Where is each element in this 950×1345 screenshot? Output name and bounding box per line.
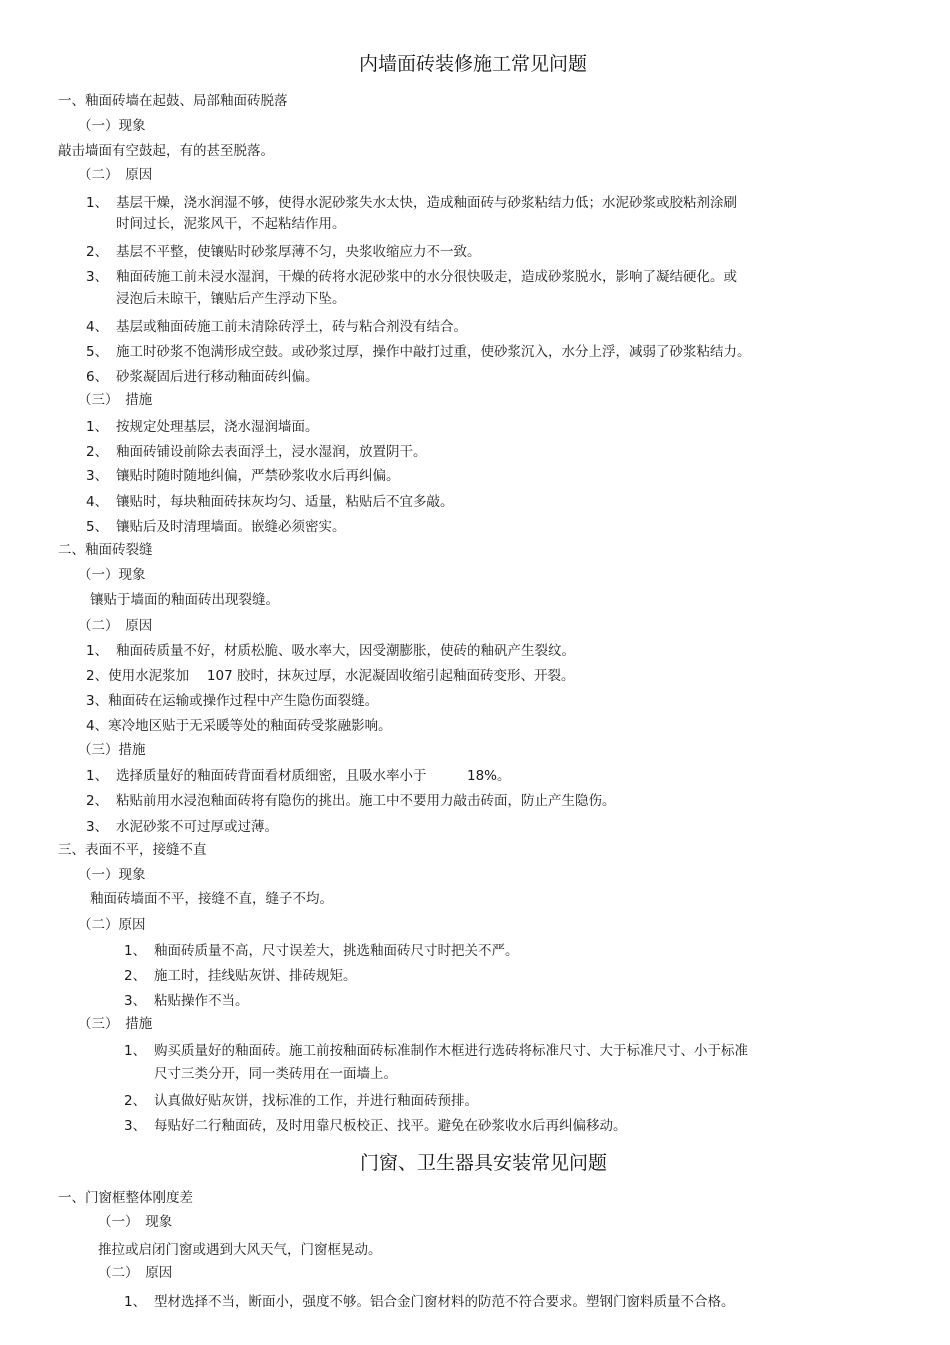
list-number: 1、 (124, 1043, 147, 1059)
list-number: 1、 (86, 419, 109, 435)
paragraph: 敲击墙面有空鼓起，有的甚至脱落。 (58, 143, 274, 159)
list-text: 釉面砖质量不高，尺寸误差大，挑选釉面砖尺寸时把关不严。 (154, 943, 519, 959)
list-text: 使用水泥浆加 107 胶时，抹灰过厚，水泥凝固收缩引起釉面砖变形、开裂。 (108, 668, 575, 684)
list-number: 5、 (86, 519, 109, 535)
list-number: 4、 (86, 718, 109, 734)
list-item (86, 493, 454, 511)
list-text: 施工时，挂线贴灰饼、排砖规矩。 (154, 968, 357, 984)
list-item (86, 467, 400, 485)
list-item (86, 792, 616, 810)
list-item (86, 268, 737, 286)
list-number: 1、 (124, 1294, 147, 1310)
list-item (124, 1117, 627, 1135)
subsection-heading: （三） 措施 (78, 1016, 153, 1032)
list-item-continuation: 浸泡后未晾干，镶贴后产生浮动下坠。 (116, 291, 346, 307)
list-text: 购买质量好的釉面砖。施工前按釉面砖标准制作木框进行选砖将标准尺寸、大于标准尺寸、小于标准 (154, 1043, 748, 1059)
list-text: 粘贴操作不当。 (154, 993, 249, 1009)
list-item (124, 1293, 735, 1311)
list-text: 基层或釉面砖施工前未清除砖浮土，砖与粘合剂没有结合。 (116, 319, 467, 335)
list-item (86, 318, 467, 336)
list-number: 4、 (86, 319, 109, 335)
list-number: 3、 (124, 993, 147, 1009)
list-number: 3、 (124, 1118, 147, 1134)
list-number: 3、 (86, 269, 109, 285)
list-item (86, 818, 278, 836)
list-text: 选择质量好的釉面砖背面看材质细密，且吸水率小于 18%。 (116, 768, 511, 784)
list-item (124, 1092, 478, 1110)
section-heading: 一、门窗框整体刚度差 (58, 1190, 193, 1206)
subsection-heading: （一） 现象 (98, 1214, 173, 1230)
list-number: 1、 (124, 943, 147, 959)
list-text: 寒冷地区贴于无采暖等处的釉面砖受浆融影响。 (108, 718, 392, 734)
list-number: 2、 (86, 244, 109, 260)
list-text: 镶贴时，每块釉面砖抹灰均匀、适量，粘贴后不宜多敲。 (116, 494, 454, 510)
list-text: 釉面砖在运输或操作过程中产生隐伤面裂缝。 (108, 693, 379, 709)
paragraph: 镶贴于墙面的釉面砖出现裂缝。 (90, 592, 279, 608)
subsection-heading: （三）措施 (78, 742, 146, 758)
subsection-heading: （二） 原因 (78, 167, 153, 183)
section-heading: 一、釉面砖墙在起鼓、局部釉面砖脱落 (58, 93, 288, 109)
list-item (86, 717, 392, 735)
list-text: 釉面砖铺设前除去表面浮土，浸水湿润，放置阴干。 (116, 444, 427, 460)
paragraph: 釉面砖墙面不平，接缝不直，缝子不均。 (90, 891, 333, 907)
list-number: 2、 (86, 668, 109, 684)
list-item (86, 518, 346, 536)
section-title: 门窗、卫生器具安装常见问题 (360, 1152, 608, 1174)
list-text: 认真做好贴灰饼，找标准的工作，并进行釉面砖预排。 (154, 1093, 478, 1109)
list-item (86, 767, 511, 785)
list-number: 3、 (86, 468, 109, 484)
list-text: 砂浆凝固后进行移动釉面砖纠偏。 (116, 369, 319, 385)
list-item (86, 667, 574, 685)
list-number: 3、 (86, 693, 109, 709)
list-item (86, 243, 481, 261)
list-number: 3、 (86, 819, 109, 835)
section-heading: 二、釉面砖裂缝 (58, 542, 153, 558)
list-item (86, 642, 575, 660)
list-number: 1、 (86, 643, 109, 659)
list-text: 按规定处理基层，浇水湿润墙面。 (116, 419, 319, 435)
list-item (124, 942, 519, 960)
section-heading: 三、表面不平，接缝不直 (58, 842, 207, 858)
list-item-continuation: 尺寸三类分开，同一类砖用在一面墙上。 (154, 1066, 397, 1082)
list-text: 每贴好二行釉面砖，及时用靠尺板校正、找平。避免在砂浆收水后再纠偏移动。 (154, 1118, 627, 1134)
subsection-heading: （二）原因 (78, 917, 146, 933)
list-number: 6、 (86, 369, 109, 385)
subsection-heading: （二） 原因 (78, 618, 153, 634)
list-number: 1、 (86, 195, 109, 211)
list-item-continuation: 时间过长，泥浆风干，不起粘结作用。 (116, 216, 346, 232)
subsection-heading: （一）现象 (78, 567, 146, 583)
list-item (124, 1042, 748, 1060)
list-text: 型材选择不当，断面小，强度不够。铝合金门窗材料的防范不符合要求。塑钢门窗料质量不合格。 (154, 1294, 735, 1310)
list-number: 2、 (124, 968, 147, 984)
list-text: 基层不平整，使镶贴时砂浆厚薄不匀，央浆收缩应力不一致。 (116, 244, 481, 260)
list-number: 2、 (86, 444, 109, 460)
subsection-heading: （一）现象 (78, 867, 146, 883)
list-item (86, 194, 737, 212)
list-text: 水泥砂浆不可过厚或过薄。 (116, 819, 278, 835)
list-item (86, 343, 751, 361)
list-number: 5、 (86, 344, 109, 360)
list-item (86, 368, 319, 386)
list-item (124, 967, 357, 985)
subsection-heading: （二） 原因 (98, 1265, 173, 1281)
list-number: 1、 (86, 768, 109, 784)
paragraph: 推拉或启闭门窗或遇到大风天气，门窗框晃动。 (98, 1242, 382, 1258)
list-number: 2、 (86, 793, 109, 809)
list-text: 釉面砖质量不好，材质松脆、吸水率大，因受潮膨胀，使砖的釉矾产生裂纹。 (116, 643, 575, 659)
list-number: 4、 (86, 494, 109, 510)
list-text: 镶贴后及时清理墙面。嵌缝必须密实。 (116, 519, 346, 535)
list-item (86, 443, 427, 461)
list-text: 镶贴时随时随地纠偏，严禁砂浆收水后再纠偏。 (116, 468, 400, 484)
list-text: 基层干燥，浇水润湿不够，使得水泥砂浆失水太快，造成釉面砖与砂浆粘结力低；水泥砂浆或胶粘剂涂刷 (116, 195, 737, 211)
subsection-heading: （三） 措施 (78, 392, 153, 408)
subsection-heading: （一）现象 (78, 118, 146, 134)
list-text: 施工时砂浆不饱满形成空鼓。或砂浆过厚，操作中敲打过重，使砂浆沉入，水分上浮，减弱了砂浆粘结力。 (116, 344, 751, 360)
list-item (124, 992, 249, 1010)
list-item (86, 418, 319, 436)
list-text: 粘贴前用水浸泡釉面砖将有隐伤的挑出。施工中不要用力敲击砖面，防止产生隐伤。 (116, 793, 616, 809)
list-number: 2、 (124, 1093, 147, 1109)
list-item (86, 692, 378, 710)
page-title: 内墙面砖装修施工常见问题 (359, 53, 588, 75)
list-text: 釉面砖施工前未浸水湿润，干燥的砖将水泥砂浆中的水分很快吸走，造成砂浆脱水，影响了凝结硬化。或 (116, 269, 737, 285)
